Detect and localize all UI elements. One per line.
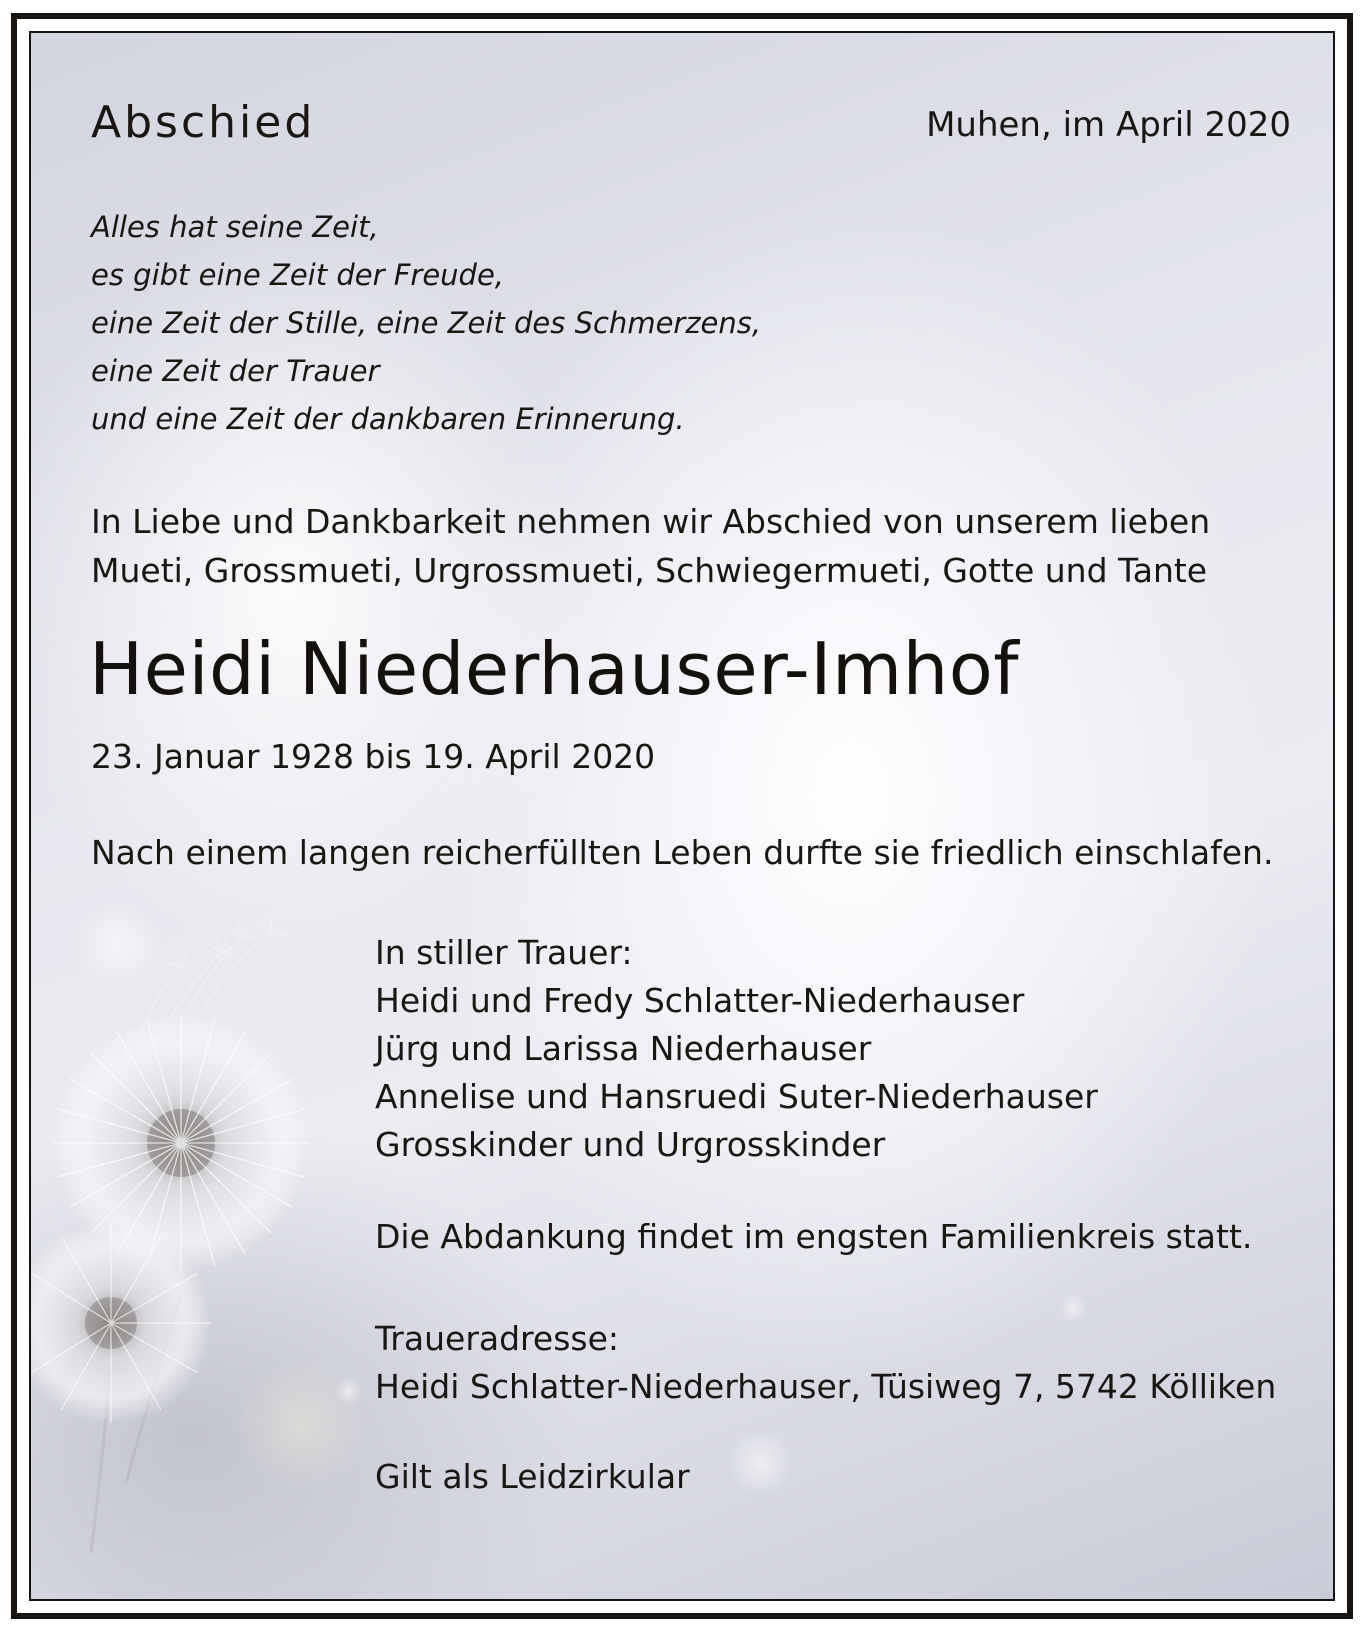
life-dates: 23. Januar 1928 bis 19. April 2020 [91, 737, 656, 776]
intro-line: In Liebe und Dankbarkeit nehmen wir Abschied von unserem lieben [91, 502, 1211, 541]
list-item: Annelise und Hansruedi Suter-Niederhauser [375, 1077, 1098, 1116]
list-item: Heidi und Fredy Schlatter-Niederhauser [375, 981, 1025, 1020]
address-value: Heidi Schlatter-Niederhauser, Tüsiweg 7, 5742 Kölliken [375, 1367, 1277, 1406]
poem-line: es gibt eine Zeit der Freude, [91, 258, 505, 292]
funeral-note: Die Abdankung findet im engsten Familienkreis statt. [375, 1217, 1253, 1256]
list-item: Jürg und Larissa Niederhauser [375, 1029, 872, 1068]
mourners-list [375, 929, 1098, 1169]
poem-line: eine Zeit der Trauer [91, 354, 380, 388]
obituary-frame-inner [29, 31, 1335, 1601]
bokeh-light [233, 1357, 369, 1493]
poem-line: und eine Zeit der dankbaren Erinnerung. [91, 402, 685, 436]
intro-text [91, 497, 1210, 595]
page-title: Abschied [91, 97, 316, 148]
bokeh-light [335, 1377, 363, 1405]
bokeh-light [75, 903, 159, 987]
poem [91, 203, 761, 443]
statement: Nach einem langen reicherfüllten Leben durfte sie friedlich einschlafen. [91, 833, 1274, 872]
circular-note: Gilt als Leidzirkular [375, 1457, 690, 1496]
poem-line: eine Zeit der Stille, eine Zeit des Schmerzens, [91, 306, 762, 340]
mourning-address [375, 1315, 1276, 1411]
bokeh-light [727, 1429, 795, 1497]
poem-line: Alles hat seine Zeit, [91, 210, 379, 244]
list-item: Grosskinder und Urgrosskinder [375, 1125, 886, 1164]
deceased-name: Heidi Niederhauser-Imhof [89, 627, 1020, 711]
address-label: Traueradresse: [375, 1319, 620, 1358]
obituary-frame-outer [11, 13, 1353, 1619]
mourners-heading: In stiller Trauer: [375, 933, 633, 972]
intro-line: Mueti, Grossmueti, Urgrossmueti, Schwiegermueti, Gotte und Tante [91, 551, 1208, 590]
place-date: Muhen, im April 2020 [926, 105, 1291, 145]
